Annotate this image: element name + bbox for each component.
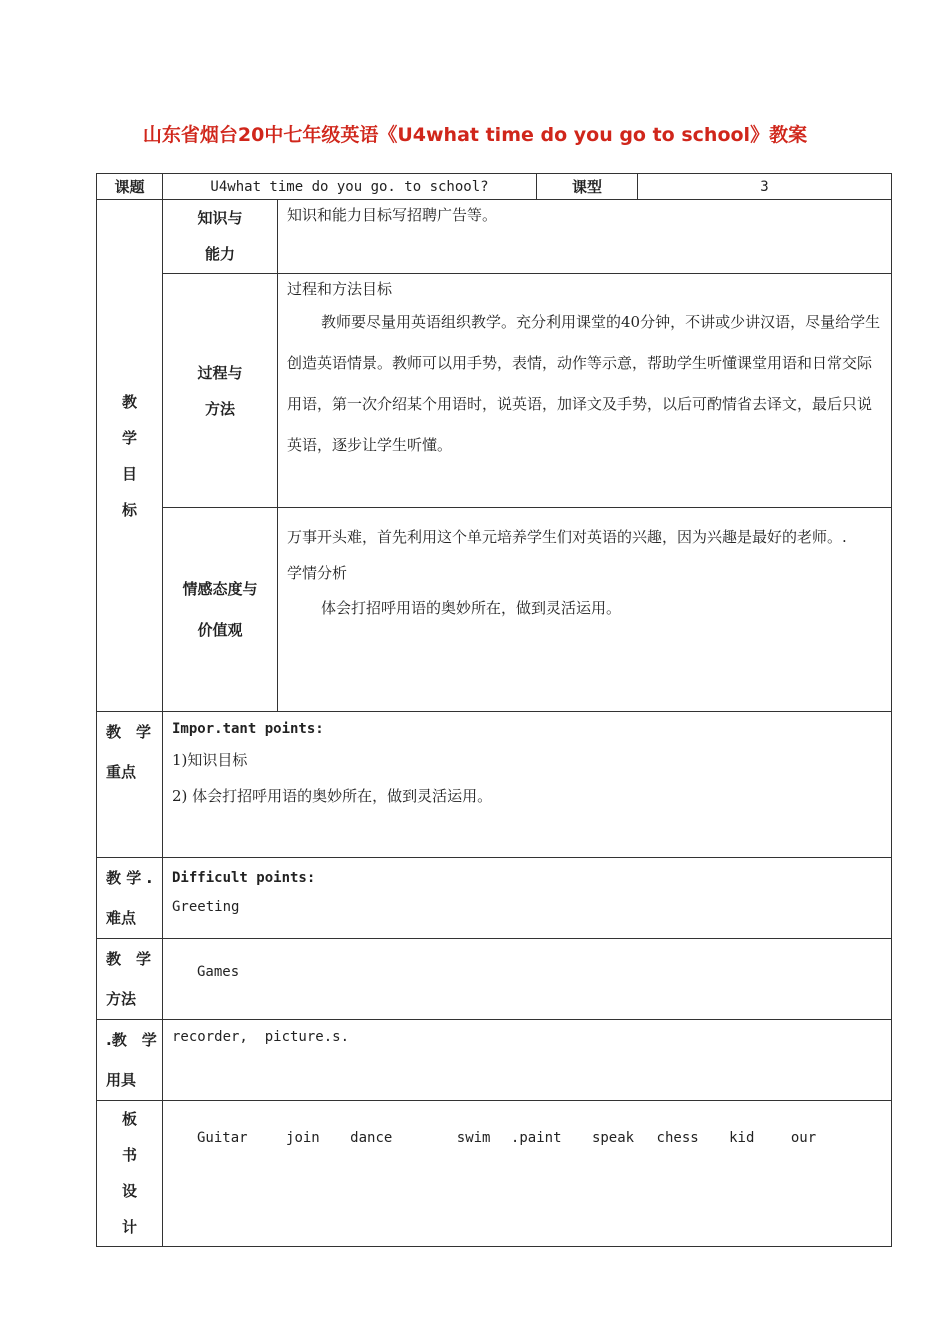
document-title: 山东省烟台20中七年级英语《U4what time do you go to school》教案 — [142, 124, 808, 146]
key-points-content — [163, 712, 892, 858]
difficult-points-row — [97, 858, 892, 939]
process-heading: 过程和方法目标 — [287, 280, 393, 298]
topic-label: 课题 — [97, 174, 163, 200]
attitude-content — [278, 508, 892, 712]
difficult-points-content — [163, 858, 892, 939]
type-value: 3 — [638, 174, 892, 200]
header-row — [97, 174, 892, 200]
board-word: kid — [729, 1130, 755, 1146]
attitude-label: 情感态度与 价值观 — [163, 508, 278, 712]
difficult-points-heading: Difficult points: — [172, 870, 316, 886]
board-word: .paint — [510, 1130, 562, 1146]
method-content — [163, 939, 892, 1020]
method-label: 教 学 方法 — [97, 939, 163, 1020]
board-word: join — [286, 1130, 320, 1146]
board-word: dance — [350, 1130, 393, 1146]
key-points-label: 教 学 重点 — [97, 712, 163, 858]
difficult-points-label: 教 学 . 难点 — [97, 858, 163, 939]
attitude-text: 万事开头难，首先利用这个单元培养学生们对英语的兴趣，因为兴趣是最好的老师。. — [287, 528, 847, 546]
tools-content — [163, 1020, 892, 1101]
board-word: speak — [591, 1130, 635, 1146]
analysis-heading: 学情分析 — [287, 564, 348, 582]
knowledge-label: 知识与 能力 — [163, 200, 278, 274]
process-content — [278, 274, 892, 508]
difficult-points-text: Greeting — [172, 899, 240, 915]
objective-attitude-row — [97, 508, 892, 712]
type-label: 课型 — [537, 174, 638, 200]
process-body: 教师要尽量用英语组织教学。充分利用课堂的40分钟，不讲或少讲汉语，尽量给学生创造英语情景。教师可以用手势，表情，动作等示意，帮助学生听懂课堂用语和日常交际用语，第一次介绍某个用语时，说英语，加译文及手势，以后可酌情省去译文，最后只说英语，逐步让学生听懂。 — [287, 313, 881, 454]
board-word: our — [790, 1130, 817, 1146]
key-point-item: 2) 体会打招呼用语的奥妙所在，做到灵活运用。 — [172, 787, 493, 805]
analysis-text: 体会打招呼用语的奥妙所在，做到灵活运用。 — [321, 599, 622, 617]
objective-knowledge-row — [97, 200, 892, 274]
lesson-plan-table — [96, 173, 892, 1247]
key-points-heading: Impor.tant points: — [172, 721, 324, 737]
board-word: chess — [656, 1130, 699, 1146]
board-label: 板 书 设 计 — [97, 1101, 163, 1247]
method-row — [97, 939, 892, 1020]
key-point-item: 1)知识目标 — [172, 751, 248, 769]
objectives-side-label: 教 学 目 标 — [97, 200, 163, 712]
board-words — [163, 1101, 891, 1149]
board-word: Guitar — [197, 1130, 248, 1146]
board-row — [97, 1101, 892, 1247]
key-points-row — [97, 712, 892, 858]
objective-process-row — [97, 274, 892, 508]
board-content — [163, 1101, 892, 1247]
tools-text: recorder, picture.s. — [172, 1029, 350, 1045]
tools-label: .教 学 用具 — [97, 1020, 163, 1101]
board-word: swim — [456, 1130, 491, 1146]
topic-value: U4what time do you go. to school? — [163, 174, 537, 200]
method-text: Games — [197, 964, 240, 980]
tools-row — [97, 1020, 892, 1101]
process-label: 过程与 方法 — [163, 274, 278, 508]
knowledge-text: 知识和能力目标写招聘广告等。 — [278, 200, 892, 274]
